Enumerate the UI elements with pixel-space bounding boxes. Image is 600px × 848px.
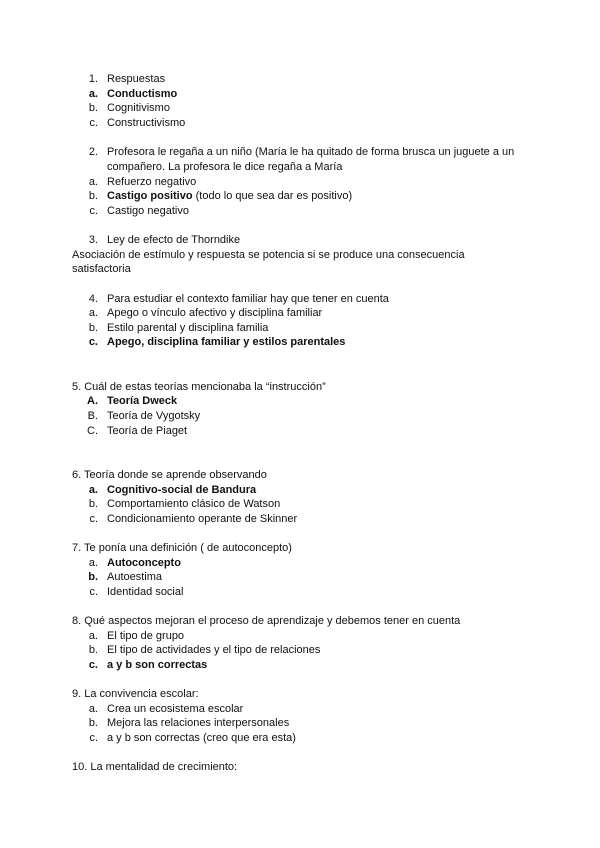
q4-option-b-marker: b. (88, 322, 98, 334)
q5-option-b-text: Teoría de Vygotsky (107, 410, 201, 422)
q2-option-c-marker: c. (89, 205, 98, 217)
q4-title: Para estudiar el contexto familiar hay que tener en cuenta (107, 293, 389, 305)
q2-option-b-marker: b. (88, 190, 98, 202)
q5-option-a-text: Teoría Dweck (107, 395, 178, 407)
q9-option-b-text: Mejora las relaciones interpersonales (107, 717, 290, 729)
q2-option-a-text: Refuerzo negativo (107, 176, 197, 188)
q3-number: 3. (88, 234, 98, 246)
q1-option-b-text: Cognitivismo (107, 102, 170, 114)
q4-option-c-text: Apego, disciplina familiar y estilos parentales (107, 336, 346, 348)
q8-option-a-marker: a. (88, 630, 98, 642)
q6-option-c-text: Condicionamiento operante de Skinner (107, 513, 298, 525)
q4-option-c-marker: c. (88, 336, 98, 348)
q9-option-c-marker: c. (89, 732, 98, 744)
q6-option-a-text: Cognitivo-social de Bandura (107, 484, 257, 496)
q2-option-c-text: Castigo negativo (107, 205, 189, 217)
q7-title: 7. Te ponía una definición ( de autoconcepto) (72, 542, 292, 554)
q5-option-a-marker: A. (87, 395, 98, 407)
q5-title: 5. Cuál de estas teorías mencionaba la “instrucción” (72, 381, 326, 393)
q4-number: 4. (88, 293, 98, 305)
q1-option-c-marker: c. (89, 117, 98, 129)
q2-option-b-note: (todo lo que sea dar es positivo) (192, 190, 353, 202)
q1-option-a-marker: a. (88, 88, 98, 100)
q6-title: 6. Teoría donde se aprende observando (72, 469, 267, 481)
q4-option-a-marker: a. (88, 307, 98, 319)
q2-option-b-text: Castigo positivo (107, 190, 193, 202)
q2-title-line2: compañero. La profesora le dice regaña a María (107, 161, 343, 173)
q1-option-c-text: Constructivismo (107, 117, 186, 129)
q4-option-b-text: Estilo parental y disciplina familia (107, 322, 269, 334)
q7-option-c-text: Identidad social (107, 586, 184, 598)
q5-option-c-text: Teoría de Piaget (107, 425, 188, 437)
q7-option-c-marker: c. (89, 586, 98, 598)
q6-option-b-marker: b. (88, 498, 98, 510)
q7-option-b-marker: b. (88, 571, 98, 583)
q7-option-a-marker: a. (88, 557, 98, 569)
q8-option-b-marker: b. (88, 644, 98, 656)
q2-option-a-marker: a. (88, 176, 98, 188)
q1-option-a-text: Conductismo (107, 88, 178, 100)
q2-number: 2. (88, 146, 98, 158)
q8-option-c-text: a y b son correctas (107, 659, 208, 671)
q9-option-a-text: Crea un ecosistema escolar (107, 703, 244, 715)
q3-title: Ley de efecto de Thorndike (107, 234, 241, 246)
q8-option-a-text: El tipo de grupo (107, 630, 185, 642)
q9-title: 9. La convivencia escolar: (72, 688, 199, 700)
q5-option-c-marker: C. (87, 425, 98, 437)
q5-option-b-marker: B. (87, 410, 98, 422)
q9-option-a-marker: a. (88, 703, 98, 715)
q8-option-c-marker: c. (88, 659, 98, 671)
q9-option-b-marker: b. (88, 717, 98, 729)
q6-option-a-marker: a. (88, 484, 98, 496)
q3-answer-line2: satisfactoria (72, 263, 131, 275)
q7-option-b-text: Autoestima (107, 571, 163, 583)
q2-title-line1: Profesora le regaña a un niño (María le ha quitado de forma brusca un juguete a un (107, 146, 515, 158)
q8-option-b-text: El tipo de actividades y el tipo de relaciones (107, 644, 321, 656)
q4-option-a-text: Apego o vínculo afectivo y disciplina familiar (107, 307, 323, 319)
q8-title: 8. Qué aspectos mejoran el proceso de aprendizaje y debemos tener en cuenta (72, 615, 461, 627)
q1-number: 1. (88, 73, 98, 85)
q6-option-b-text: Comportamiento clásico de Watson (107, 498, 281, 510)
q9-option-c-text: a y b son correctas (creo que era esta) (107, 732, 296, 744)
q7-option-a-text: Autoconcepto (107, 557, 181, 569)
q10-title: 10. La mentalidad de crecimiento: (72, 761, 238, 773)
q1-title: Respuestas (107, 73, 166, 85)
q6-option-c-marker: c. (89, 513, 98, 525)
q1-option-b-marker: b. (88, 102, 98, 114)
q3-answer-line1: Asociación de estímulo y respuesta se potencia si se produce una consecuencia (72, 249, 465, 261)
